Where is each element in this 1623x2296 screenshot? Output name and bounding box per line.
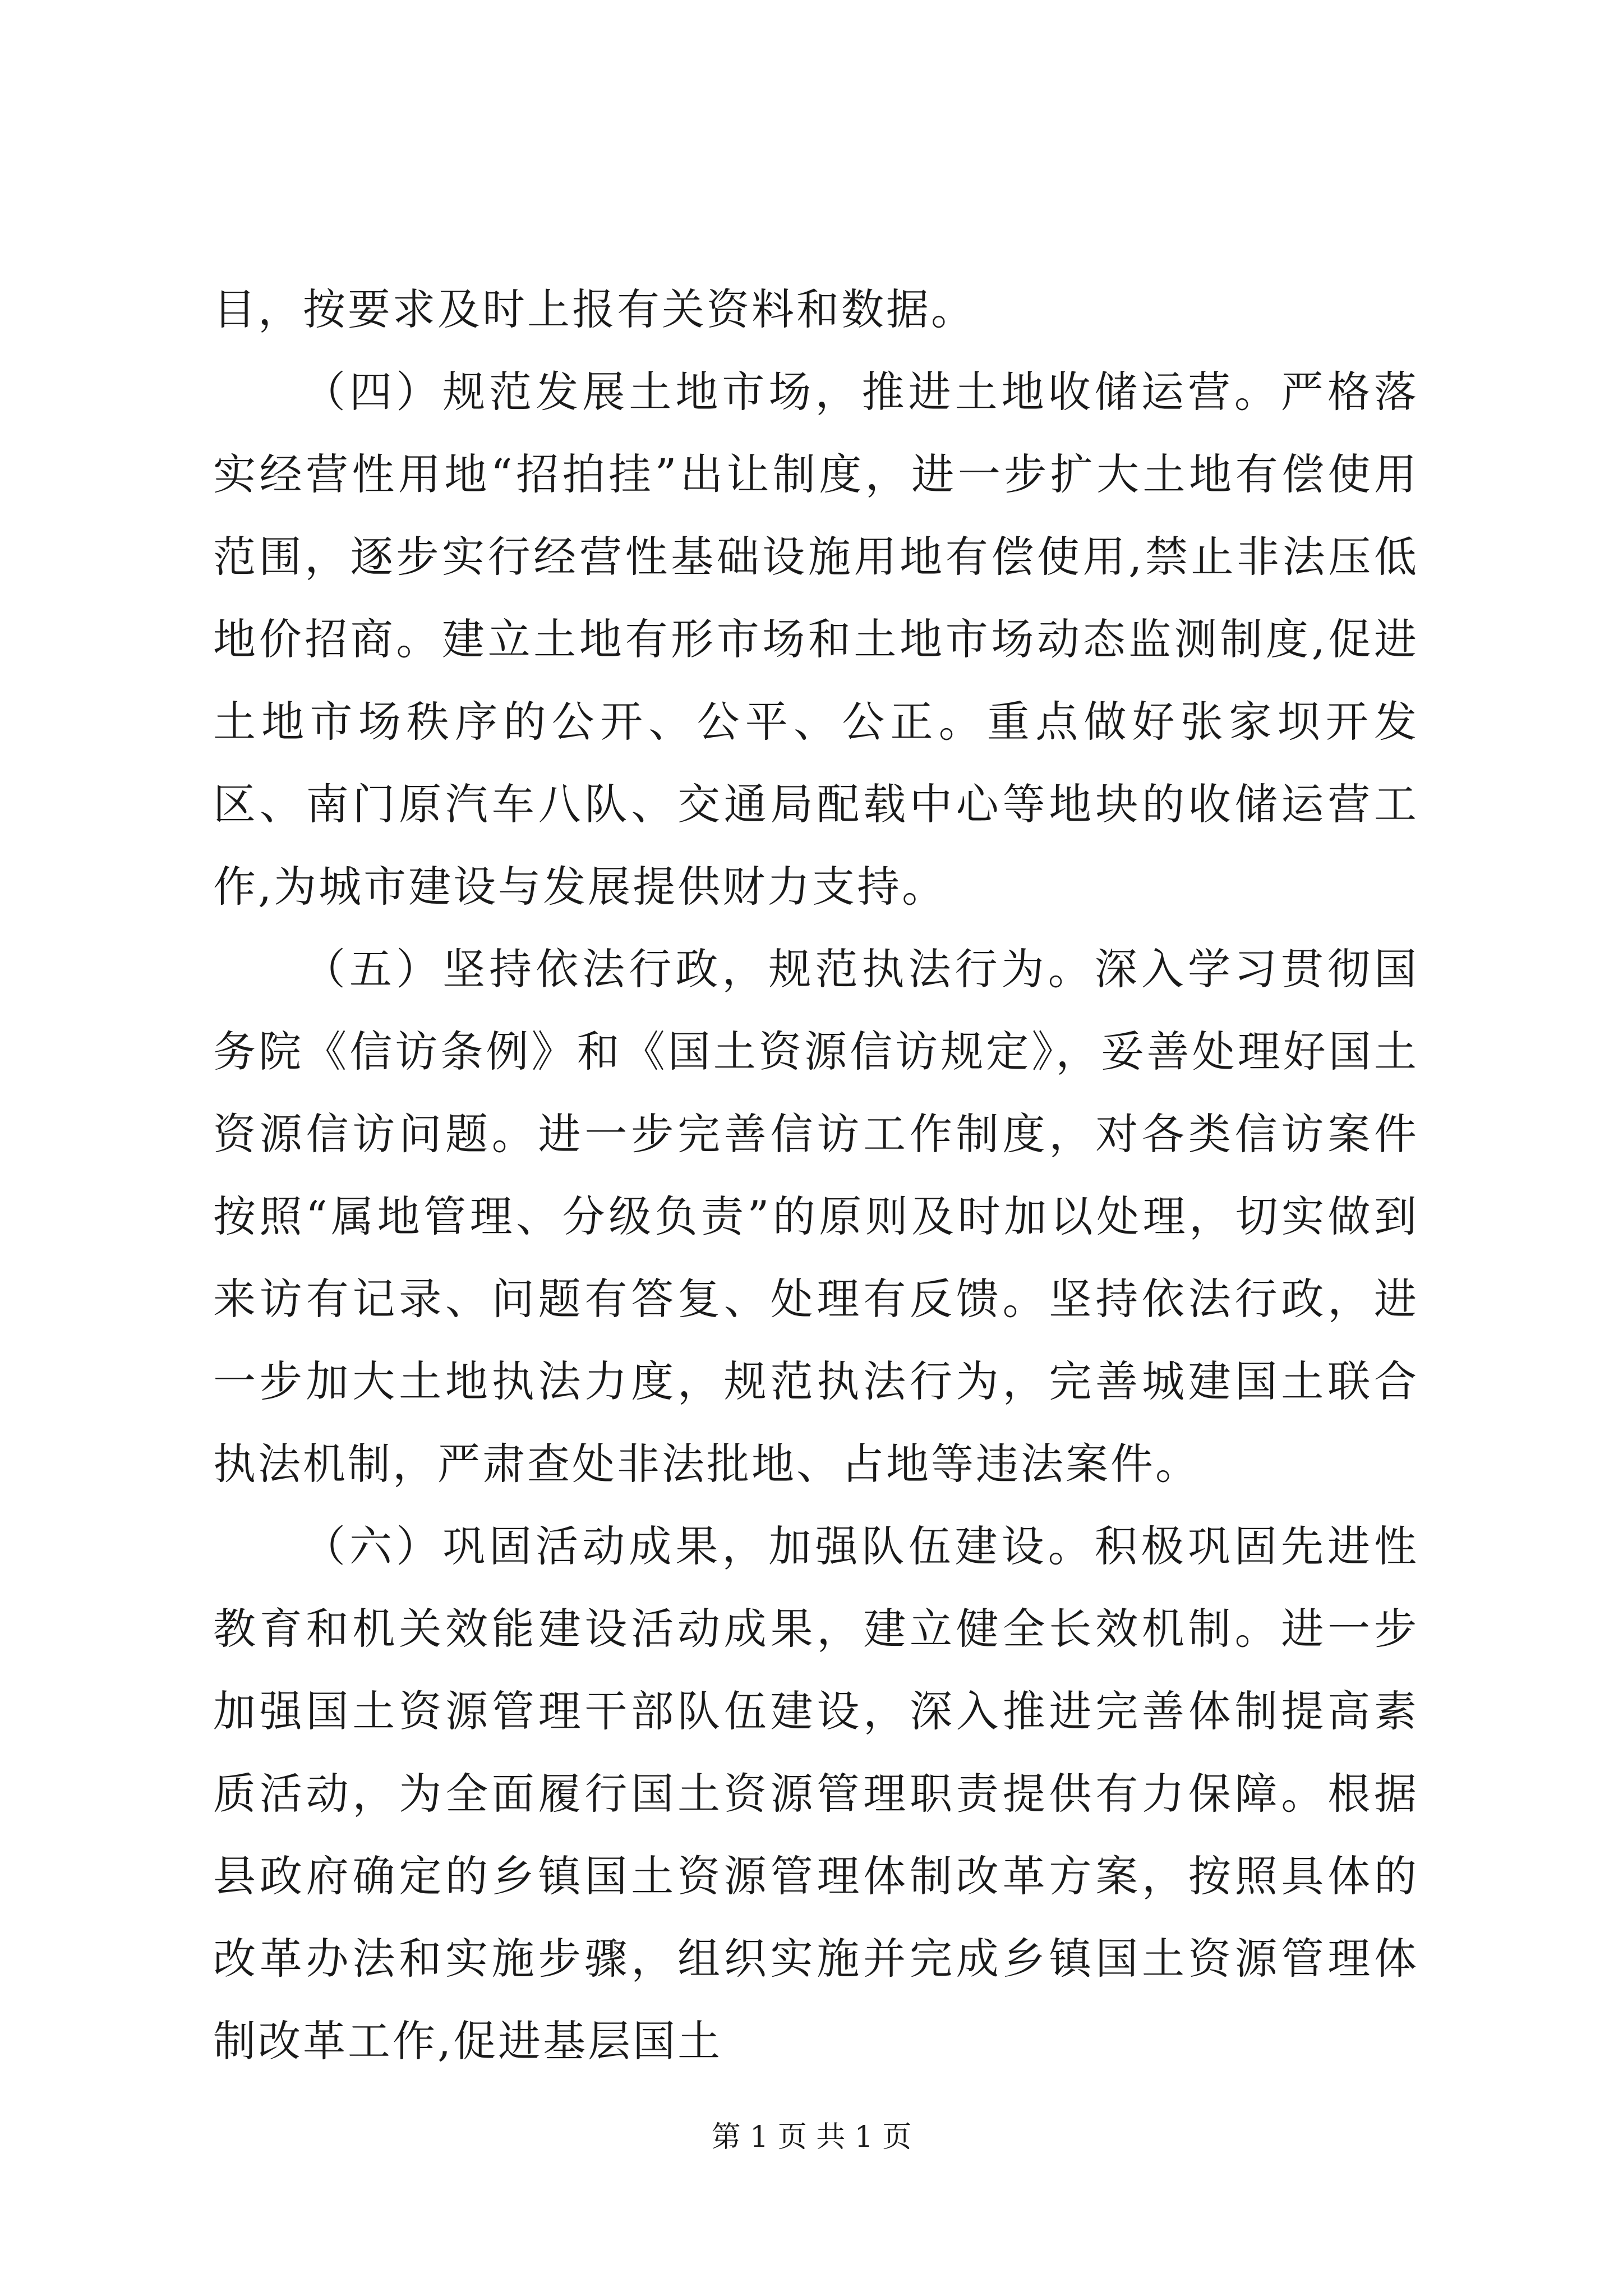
page-footer: 第 1 页 共 1 页 — [711, 2120, 912, 2154]
paragraph-land-market: （四）规范发展土地市场，推进土地收储运营。严格落实经营性用地“招拍挂”出让制度，进一步扩大土地有偿使用范围，逐步实行经营性基础设施用地有偿使用,禁止非法压低地价招商。建立土地有形市场和土地市场动态监测制度,促进土地市场秩序的公开、公平、公正。重点做好张家坝开发区、南门原汽车八队、交通局配载中心等地块的收储运营工作,为城市建设与发展提供财力支持。 — [213, 367, 1419, 912]
paragraph-law-administration: （五）坚持依法行政，规范执法行为。深入学习贯彻国务院《信访条例》和《国土资源信访规定》，妥善处理好国土资源信访问题。进一步完善信访工作制度，对各类信访案件按照“属地管理、分级负责”的原则及时加以处理，切实做到来访有记录、问题有答复、处理有反馈。坚持依法行政，进一步加大土地执法力度，规范执法行为，完善城建国土联合执法机制，严肃查处非法批地、占地等违法案件。 — [213, 944, 1419, 1489]
document-body — [213, 268, 1419, 2082]
paragraph-continuation: 目，按要求及时上报有关资料和数据。 — [213, 284, 976, 334]
paragraph-team-building: （六）巩固活动成果，加强队伍建设。积极巩固先进性教育和机关效能建设活动成果，建立健全长效机制。进一步加强国土资源管理干部队伍建设，深入推进完善体制提高素质活动，为全面履行国土资源管理职责提供有力保障。根据县政府确定的乡镇国土资源管理体制改革方案，按照具体的改革办法和实施步骤，组织实施并完成乡镇国土资源管理体制改革工作,促进基层国土 — [213, 1521, 1419, 2066]
